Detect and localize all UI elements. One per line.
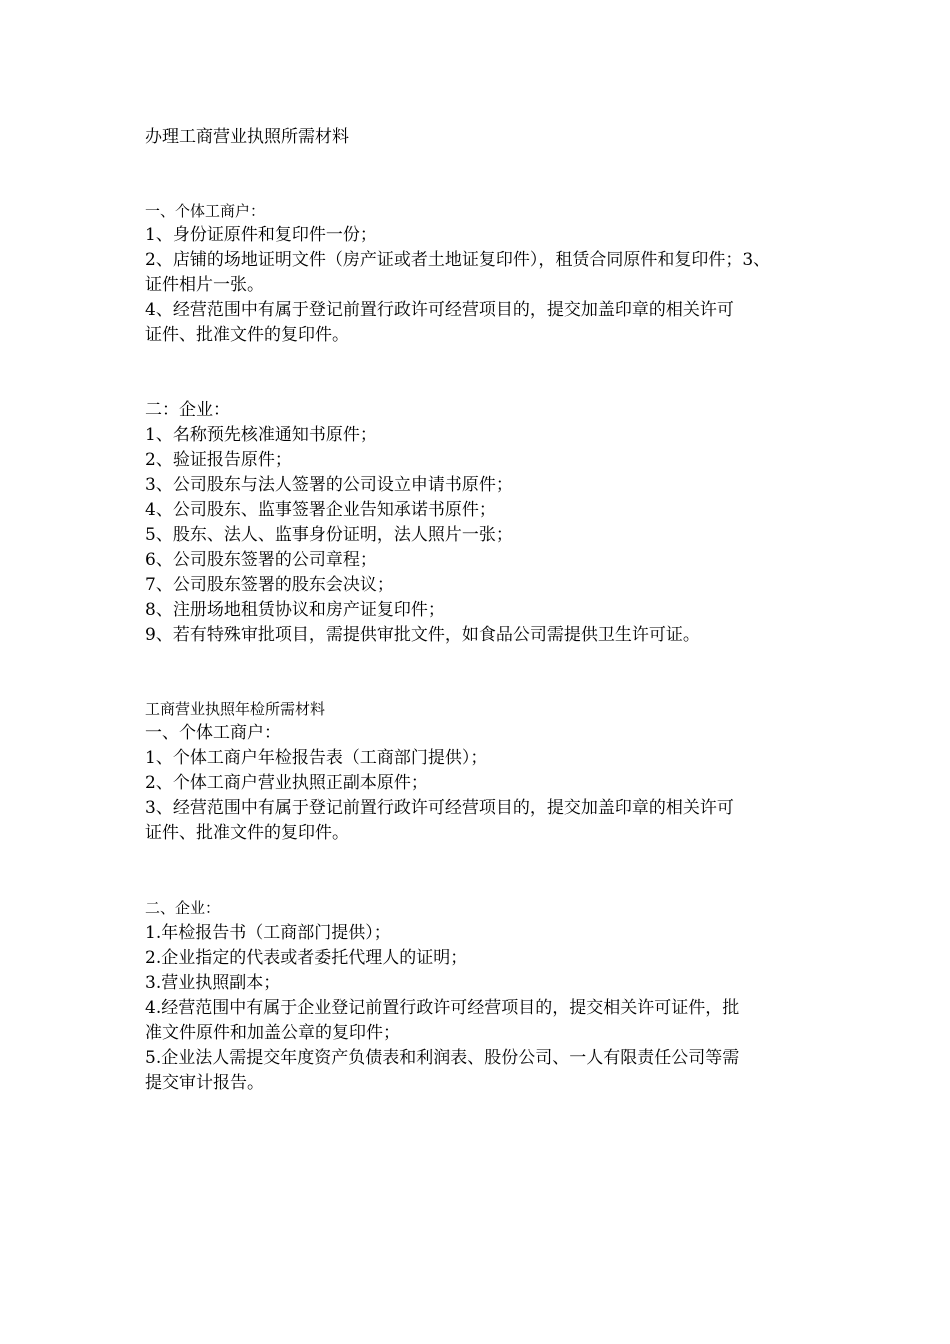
list-item: 4、经营范围中有属于登记前置行政许可经营项目的，提交加盖印章的相关许可 — [145, 300, 734, 320]
section-heading-individual-annual: 一、个体工商户： — [145, 723, 281, 743]
section-heading-enterprise: 二：企业： — [145, 400, 230, 420]
list-item: 2.企业指定的代表或者委托代理人的证明； — [145, 948, 468, 968]
list-item: 5.企业法人需提交年度资产负债表和利润表、股份公司、一人有限责任公司等需 — [145, 1048, 740, 1068]
list-item: 1.年检报告书（工商部门提供）； — [145, 923, 391, 943]
list-item: 5、股东、法人、监事身份证明，法人照片一张； — [145, 525, 513, 545]
list-item: 证件、批准文件的复印件。 — [145, 823, 349, 843]
list-item: 4.经营范围中有属于企业登记前置行政许可经营项目的，提交相关许可证件，批 — [145, 998, 740, 1018]
document-title: 办理工商营业执照所需材料 — [145, 127, 349, 147]
list-item: 6、公司股东签署的公司章程； — [145, 550, 377, 570]
list-item: 3、公司股东与法人签署的公司设立申请书原件； — [145, 475, 513, 495]
list-item: 9、若有特殊审批项目，需提供审批文件，如食品公司需提供卫生许可证。 — [145, 625, 700, 645]
list-item: 7、公司股东签署的股东会决议； — [145, 575, 394, 595]
annual-title: 工商营业执照年检所需材料 — [145, 700, 326, 718]
list-item: 证件、批准文件的复印件。 — [145, 325, 349, 345]
list-item: 2、店铺的场地证明文件（房产证或者土地证复印件），租赁合同原件和复印件；3、 — [145, 250, 771, 270]
list-item: 1、名称预先核准通知书原件； — [145, 425, 377, 445]
list-item: 4、公司股东、监事签署企业告知承诺书原件； — [145, 500, 496, 520]
list-item: 证件相片一张。 — [145, 275, 264, 295]
list-item: 3.营业执照副本； — [145, 973, 281, 993]
list-item: 1、个体工商户年检报告表（工商部门提供）； — [145, 748, 488, 768]
list-item: 3、经营范围中有属于登记前置行政许可经营项目的，提交加盖印章的相关许可 — [145, 798, 734, 818]
section-heading-individual: 一、个体工商户： — [145, 202, 266, 220]
section-heading-enterprise-annual: 二、企业： — [145, 899, 221, 917]
list-item: 准文件原件和加盖公章的复印件； — [145, 1023, 400, 1043]
list-item: 2、个体工商户营业执照正副本原件； — [145, 773, 428, 793]
list-item: 8、注册场地租赁协议和房产证复印件； — [145, 600, 445, 620]
list-item: 提交审计报告。 — [145, 1073, 264, 1093]
list-item: 2、验证报告原件； — [145, 450, 292, 470]
list-item: 1、身份证原件和复印件一份； — [145, 225, 377, 245]
